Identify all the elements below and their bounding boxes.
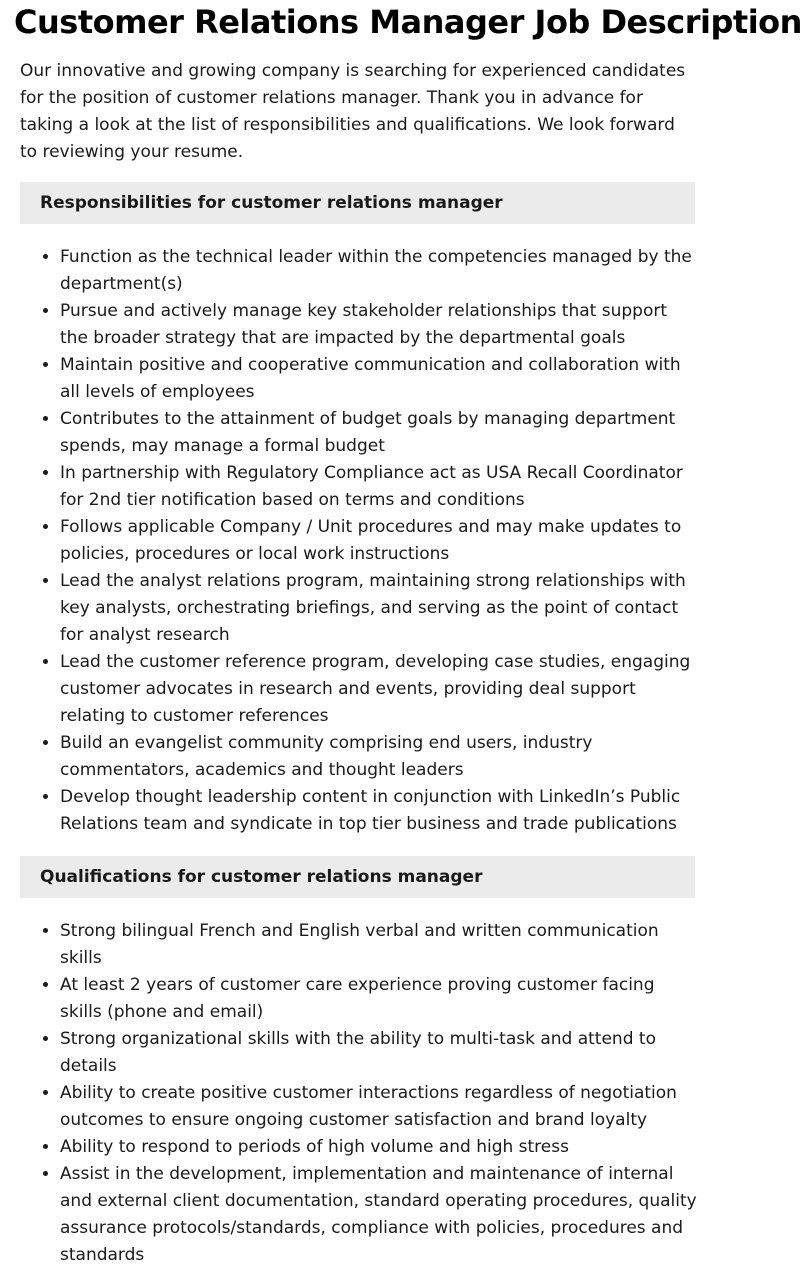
page-title: Customer Relations Manager Job Description <box>14 3 802 41</box>
list-item: • Follows applicable Company / Unit procedures and may make updates to policies, procedures or local work instructions <box>60 514 698 568</box>
list-item: • Build an evangelist community comprising end users, industry commentators, academics and thought leaders <box>60 730 698 784</box>
list-item: • Pursue and actively manage key stakeholder relationships that support the broader strategy that are impacted by the departmental goals <box>60 298 698 352</box>
list-item: • Assist in the development, implementation and maintenance of internal and external client documentation, standard operating procedures, quality assurance protocols/standards, compliance with policies, procedures and standards <box>60 1161 698 1269</box>
list-item: • In partnership with Regulatory Compliance act as USA Recall Coordinator for 2nd tier notification based on terms and conditions <box>60 460 698 514</box>
list-item: • Function as the technical leader within the competencies managed by the department(s) <box>60 244 698 298</box>
intro-paragraph: Our innovative and growing company is searching for experienced candidates for the position of customer relations manager. Thank you in advance for taking a look at the list of responsibilities and qualifications. We look forward to reviewing your resume. <box>20 61 686 162</box>
list-item: • Develop thought leadership content in conjunction with LinkedIn’s Public Relations team and syndicate in top tier business and trade publications <box>60 784 698 838</box>
qualifications-heading: Qualifications for customer relations manager <box>20 856 695 898</box>
list-item: • Maintain positive and cooperative communication and collaboration with all levels of employees <box>60 352 698 406</box>
list-item: • At least 2 years of customer care experience proving customer facing skills (phone and email) <box>60 972 698 1026</box>
list-item: • Ability to create positive customer interactions regardless of negotiation outcomes to ensure ongoing customer satisfaction and brand loyalty <box>60 1080 698 1134</box>
list-item: • Strong organizational skills with the ability to multi-task and attend to details <box>60 1026 698 1080</box>
list-item: • Strong bilingual French and English verbal and written communication skills <box>60 918 698 972</box>
list-item: • Ability to respond to periods of high volume and high stress <box>60 1134 698 1161</box>
list-item: • Contributes to the attainment of budget goals by managing department spends, may manage a formal budget <box>60 406 698 460</box>
responsibilities-heading: Responsibilities for customer relations manager <box>20 182 695 224</box>
qualifications-list <box>20 918 698 1269</box>
responsibilities-list <box>20 244 698 838</box>
list-item: • Lead the analyst relations program, maintaining strong relationships with key analysts, orchestrating briefings, and serving as the point of contact for analyst research <box>60 568 698 649</box>
list-item: • Lead the customer reference program, developing case studies, engaging customer advocates in research and events, providing deal support relating to customer references <box>60 649 698 730</box>
